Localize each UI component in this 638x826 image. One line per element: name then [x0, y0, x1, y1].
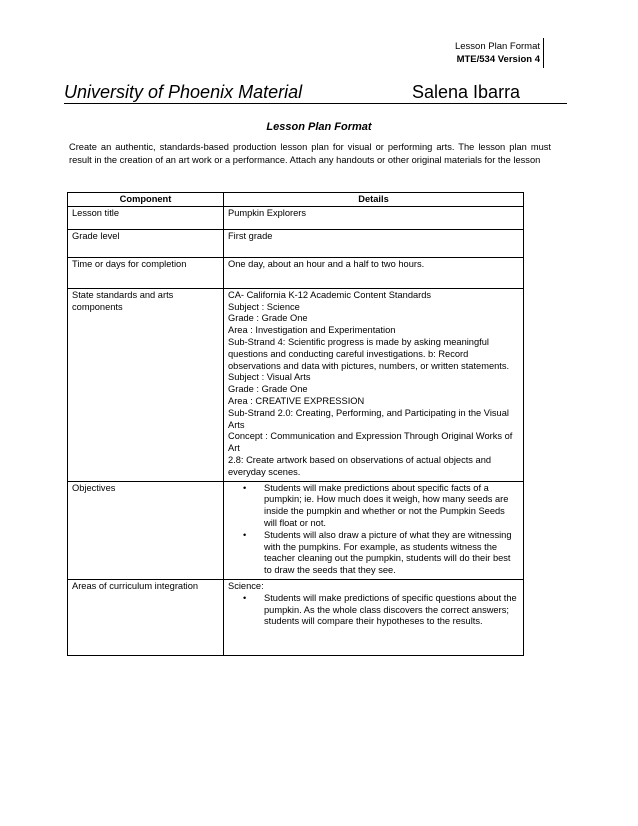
- table-row: [68, 579, 524, 655]
- table-row: [68, 206, 524, 229]
- row-value: First grade: [224, 229, 524, 257]
- row-label: Objectives: [68, 481, 224, 579]
- standards-line: Subject : Science: [228, 301, 300, 312]
- row-value: [224, 288, 524, 481]
- row-value: [224, 481, 524, 579]
- standards-line: Area : Investigation and Experimentation: [228, 325, 396, 336]
- objectives-list: [228, 483, 519, 577]
- table-row: [68, 229, 524, 257]
- lesson-plan-table: [67, 192, 524, 656]
- table-header-row: [68, 193, 524, 207]
- row-value: [224, 579, 524, 655]
- title-rule: [64, 103, 567, 104]
- standards-line: Grade : Grade One: [228, 384, 308, 395]
- table-row: [68, 481, 524, 579]
- standards-line: Subject : Visual Arts: [228, 372, 311, 383]
- standards-line: Concept : Communication and Expression Through Original Works of Art: [228, 431, 513, 454]
- table-row: [68, 257, 524, 288]
- standards-line: Area : CREATIVE EXPRESSION: [228, 395, 365, 406]
- standards-line: 2.8: Create artwork based on observations of actual objects and everyday scenes.: [228, 454, 492, 477]
- row-label: Lesson title: [68, 206, 224, 229]
- curriculum-subject: Science:: [228, 580, 264, 591]
- row-label: Grade level: [68, 229, 224, 257]
- standards-line: CA- California K-12 Academic Content Standards: [228, 289, 432, 300]
- standards-line: Sub-Strand 4: Scientific progress is made by asking meaningful questions and conducting careful investigations. b: Record observations and data with pictures, numbers, or written statements.: [228, 336, 510, 371]
- list-item: • Students will also draw a picture of what they are witnessing with the pumpkins. For example, as students witness the teacher cleaning out the pumpkin, students will do their best to draw the seeds that they see.: [264, 530, 519, 577]
- column-header-component: Component: [68, 193, 224, 207]
- row-label: Time or days for completion: [68, 257, 224, 288]
- list-item: • Students will make predictions about specific facts of a pumpkin; ie. How much does it weigh, how many seeds are inside the pumpkin and whether or not the Pumpkin Seeds will float or not.: [264, 483, 519, 530]
- row-value: Pumpkin Explorers: [224, 206, 524, 229]
- author-name: Salena Ibarra: [412, 82, 521, 102]
- intro-paragraph: Create an authentic, standards-based production lesson plan for visual or performing arts. The lesson plan must result in the creation of an art work or a performance. Attach any handouts or other original materials for the lesson: [69, 142, 551, 165]
- list-item: • Students will make predictions of specific questions about the pumpkin. As the whole class discovers the correct answers; students will compare their hypotheses to the results.: [264, 593, 519, 628]
- header-line-1: Lesson Plan Format: [454, 41, 540, 52]
- column-header-details: Details: [224, 193, 524, 207]
- page-title: Lesson Plan Format: [266, 121, 372, 133]
- standards-line: Grade : Grade One: [228, 313, 308, 324]
- table-row: [68, 288, 524, 481]
- header-divider: [543, 38, 544, 68]
- header-line-2: MTE/534 Version 4: [456, 54, 540, 65]
- curriculum-list: [228, 593, 519, 628]
- row-label: Areas of curriculum integration: [68, 579, 224, 655]
- standards-line: Sub-Strand 2.0: Creating, Performing, and Participating in the Visual Arts: [228, 407, 509, 430]
- university-title: University of Phoenix Material: [64, 82, 303, 102]
- document-header: [455, 40, 540, 66]
- row-value: One day, about an hour and a half to two hours.: [224, 257, 524, 288]
- row-label: State standards and arts components: [68, 288, 224, 481]
